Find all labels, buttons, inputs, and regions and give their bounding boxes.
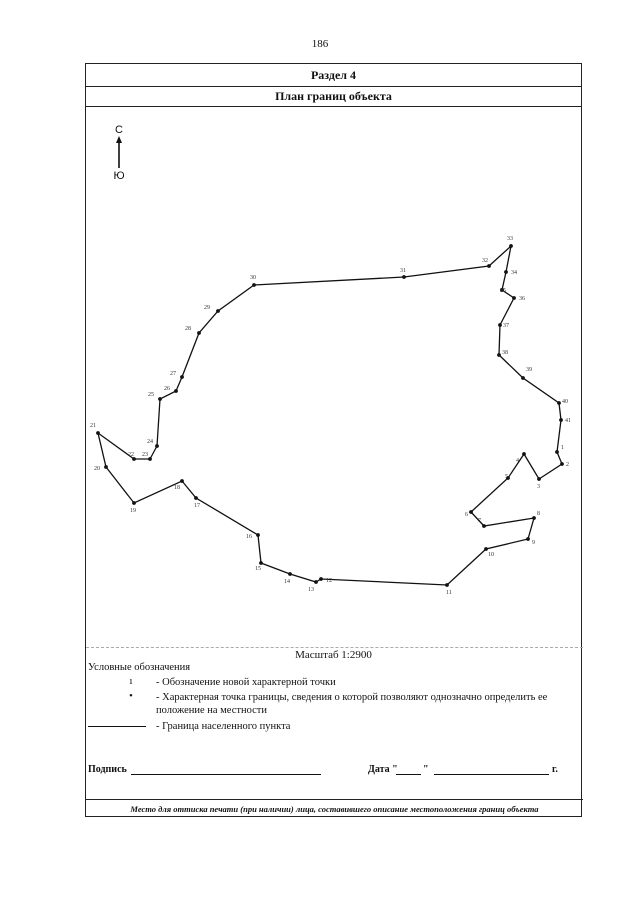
legend-text: - Характерная точка границы, сведения о которой позволяют однозначно определить ее положение на местности [156,692,548,716]
legend-text: - Граница населенного пункта [156,721,291,732]
boundary-point-33 [509,244,513,248]
page-number: 186 [311,38,329,50]
boundary-point-15 [259,561,263,565]
legend-text: - Обозначение новой характерной точки [156,677,336,688]
boundary-point-2 [560,462,564,466]
boundary-point-label: 21 [90,423,96,429]
boundary-point-30 [252,283,256,287]
boundary-point-label: 22 [128,452,134,458]
boundary-point-label: 25 [148,392,154,398]
boundary-point-16 [256,533,260,537]
boundary-point-31 [402,275,406,279]
boundary-point-40 [557,401,561,405]
date-quote: " [423,764,429,775]
boundary-line-symbol-icon [88,726,146,727]
boundary-points [90,236,571,596]
boundary-point-37 [498,323,502,327]
boundary-point-label: 23 [142,452,148,458]
boundary-point-14 [288,572,292,576]
boundary-point-label: 16 [246,534,252,540]
year-suffix: г. [552,764,558,775]
legend-title: Условные обозначения [88,662,191,673]
signature-label: Подпись [88,764,127,775]
boundary-point-3 [537,477,541,481]
boundary-point-label: 17 [194,503,200,509]
boundary-point-label: 34 [511,270,517,276]
boundary-point-label: 2 [566,462,569,468]
north-label: С [115,124,123,136]
boundary-point-label: 36 [519,296,525,302]
boundary-point-label: 9 [532,540,535,546]
boundary-point-13 [314,580,318,584]
boundary-point-11 [445,583,449,587]
boundary-point-9 [526,537,530,541]
boundary-point-label: 13 [308,587,314,593]
known-point-symbol-icon: • [129,691,133,702]
boundary-point-label: 18 [174,485,180,491]
boundary-point-36 [512,296,516,300]
boundary-point-label: 38 [502,350,508,356]
date-label: Дата " [368,764,398,775]
boundary-point-38 [497,353,501,357]
boundary-point-1 [555,450,559,454]
boundary-point-label: 33 [507,236,513,242]
boundary-point-label: 29 [204,305,210,311]
boundary-point-26 [174,389,178,393]
boundary-point-12 [319,577,323,581]
boundary-point-label: 4 [516,458,519,464]
boundary-point-21 [96,431,100,435]
boundary-point-label: 32 [482,258,488,264]
section-heading: Раздел 4 [86,64,581,87]
document-frame [85,63,582,817]
boundary-plan [86,106,583,646]
boundary-point-label: 27 [170,371,176,377]
boundary-point-label: 37 [503,323,509,329]
boundary-point-label: 12 [326,578,332,584]
boundary-point-label: 14 [284,579,290,585]
boundary-point-label: 30 [250,275,256,281]
boundary-point-27 [180,375,184,379]
boundary-point-34 [504,270,508,274]
boundary-point-label: 6 [465,512,468,518]
south-label: Ю [113,170,125,182]
boundary-point-25 [158,397,162,401]
boundary-point-18 [180,479,184,483]
scale-label: Масштаб 1:2900 [295,649,372,661]
boundary-line [98,246,562,585]
boundary-point-24 [155,444,159,448]
boundary-point-label: 28 [185,326,191,332]
boundary-point-4 [522,452,526,456]
boundary-point-label: 8 [537,511,540,517]
boundary-point-label: 41 [565,418,571,424]
boundary-point-8 [532,516,536,520]
boundary-point-10 [484,547,488,551]
boundary-point-label: 40 [562,399,568,405]
boundary-point-label: 5 [505,474,508,480]
boundary-point-41 [559,418,563,422]
boundary-point-label: 19 [130,508,136,514]
date-day-field[interactable] [396,764,421,775]
boundary-point-label: 11 [446,590,452,596]
boundary-point-19 [132,501,136,505]
boundary-point-32 [487,264,491,268]
boundary-point-label: 15 [255,566,261,572]
divider [86,647,583,648]
boundary-point-label: 26 [164,386,170,392]
boundary-point-label: 20 [94,466,100,472]
boundary-point-label: 31 [400,268,406,274]
boundary-point-20 [104,465,108,469]
signature-line[interactable] [131,764,321,775]
boundary-point-label: 3 [537,484,540,490]
date-month-field[interactable] [434,764,549,775]
boundary-point-label: 39 [526,367,532,373]
boundary-point-6 [469,510,473,514]
boundary-point-23 [148,457,152,461]
boundary-point-7 [482,524,486,528]
boundary-point-label: 10 [488,552,494,558]
boundary-point-label: 24 [147,439,153,445]
boundary-point-39 [521,376,525,380]
boundary-point-label: 35 [500,288,506,294]
boundary-point-label: 7 [478,518,481,524]
boundary-point-29 [216,309,220,313]
boundary-point-28 [197,331,201,335]
boundary-point-17 [194,496,198,500]
stamp-place-note: Место для оттиска печати (при наличии) лица, составившего описание местоположения границ объекта [86,799,583,818]
new-point-symbol-icon: ı [129,676,133,687]
page-title: План границ объекта [86,86,581,107]
boundary-point-label: 1 [561,445,564,451]
